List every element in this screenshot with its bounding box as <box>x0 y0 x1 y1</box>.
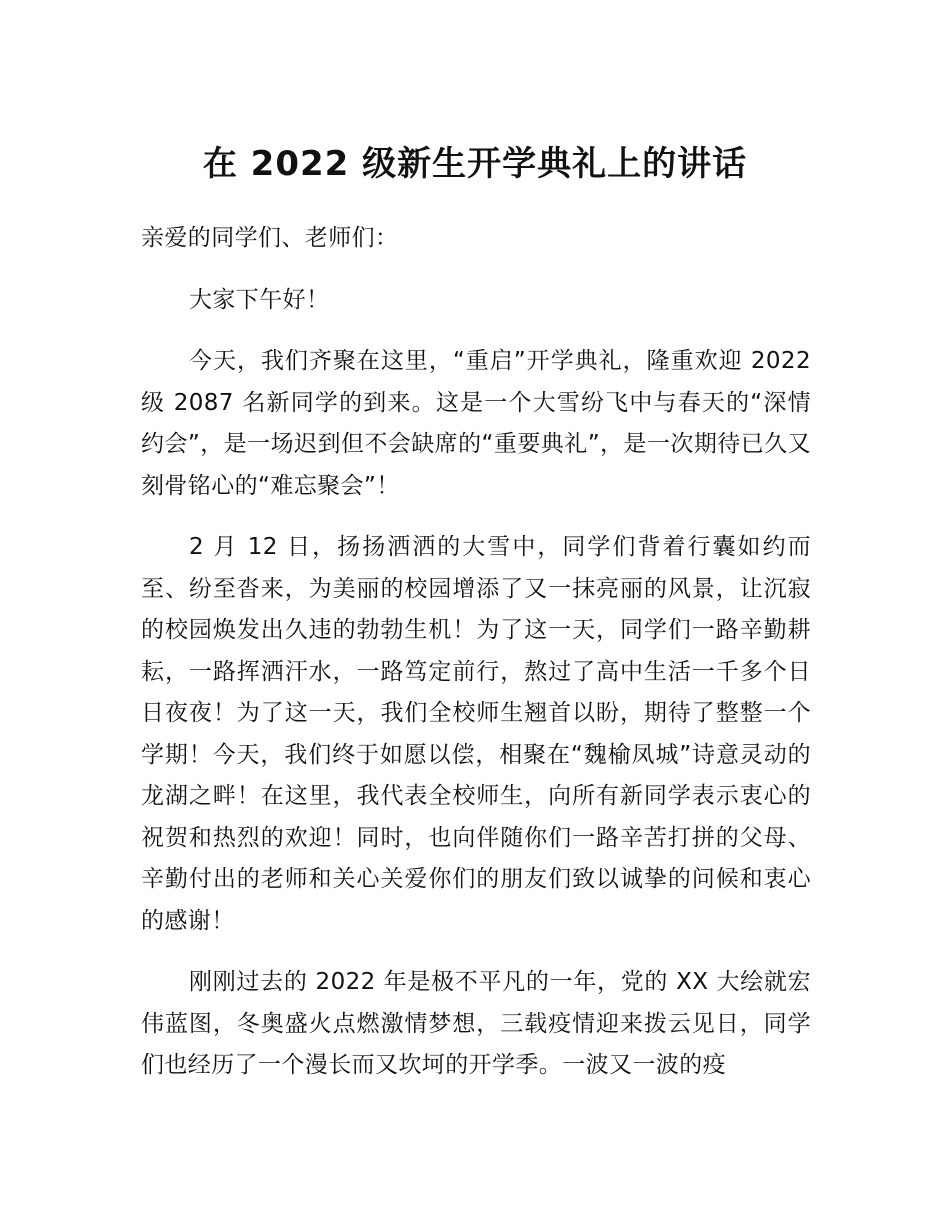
salutation: 亲爱的同学们、老师们： <box>141 225 399 251</box>
paragraph-past-year: 刚刚过去的 2022 年是极不平凡的一年，党的 XX 大绘就宏伟蓝图，冬奥盛火点燃激情梦想，三载疫情迎来拨云见日，同学们也经历了一个漫长而又坎坷的开学季。一波又一波的疫 <box>141 969 811 1078</box>
document-body <box>141 218 811 1107</box>
page-title: 在 2022 级新生开学典礼上的讲话 <box>202 144 748 184</box>
paragraph-arrival: 2 月 12 日，扬扬洒洒的大雪中，同学们背着行囊如约而至、纷至沓来，为美丽的校园增添了又一抹亮丽的风景，让沉寂的校园焕发出久违的勃勃生机！为了这一天，同学们一路辛勤耕耘，一路挥洒汗水，一路笃定前行，熬过了高中生活一千多个日日夜夜！为了这一天，我们全校师生翘首以盼，期待了整整一个学期！今天，我们终于如愿以偿，相聚在“魏榆凤城”诗意灵动的龙湖之畔！在这里，我代表全校师生，向所有新同学表示衷心的祝贺和热烈的欢迎！同时，也向伴随你们一路辛苦打拼的父母、辛勤付出的老师和关心关爱你们的朋友们致以诚挚的问候和衷心的感谢！ <box>141 534 811 934</box>
paragraph-greeting: 大家下午好！ <box>189 286 330 313</box>
paragraph-welcome: 今天，我们齐聚在这里，“重启”开学典礼，隆重欢迎 2022 级 2087 名新同学的到来。这是一个大雪纷飞中与春天的“深情约会”，是一场迟到但不会缺席的“重要典礼”，是一次期待已久又刻骨铭心的“难忘聚会”！ <box>141 348 811 499</box>
